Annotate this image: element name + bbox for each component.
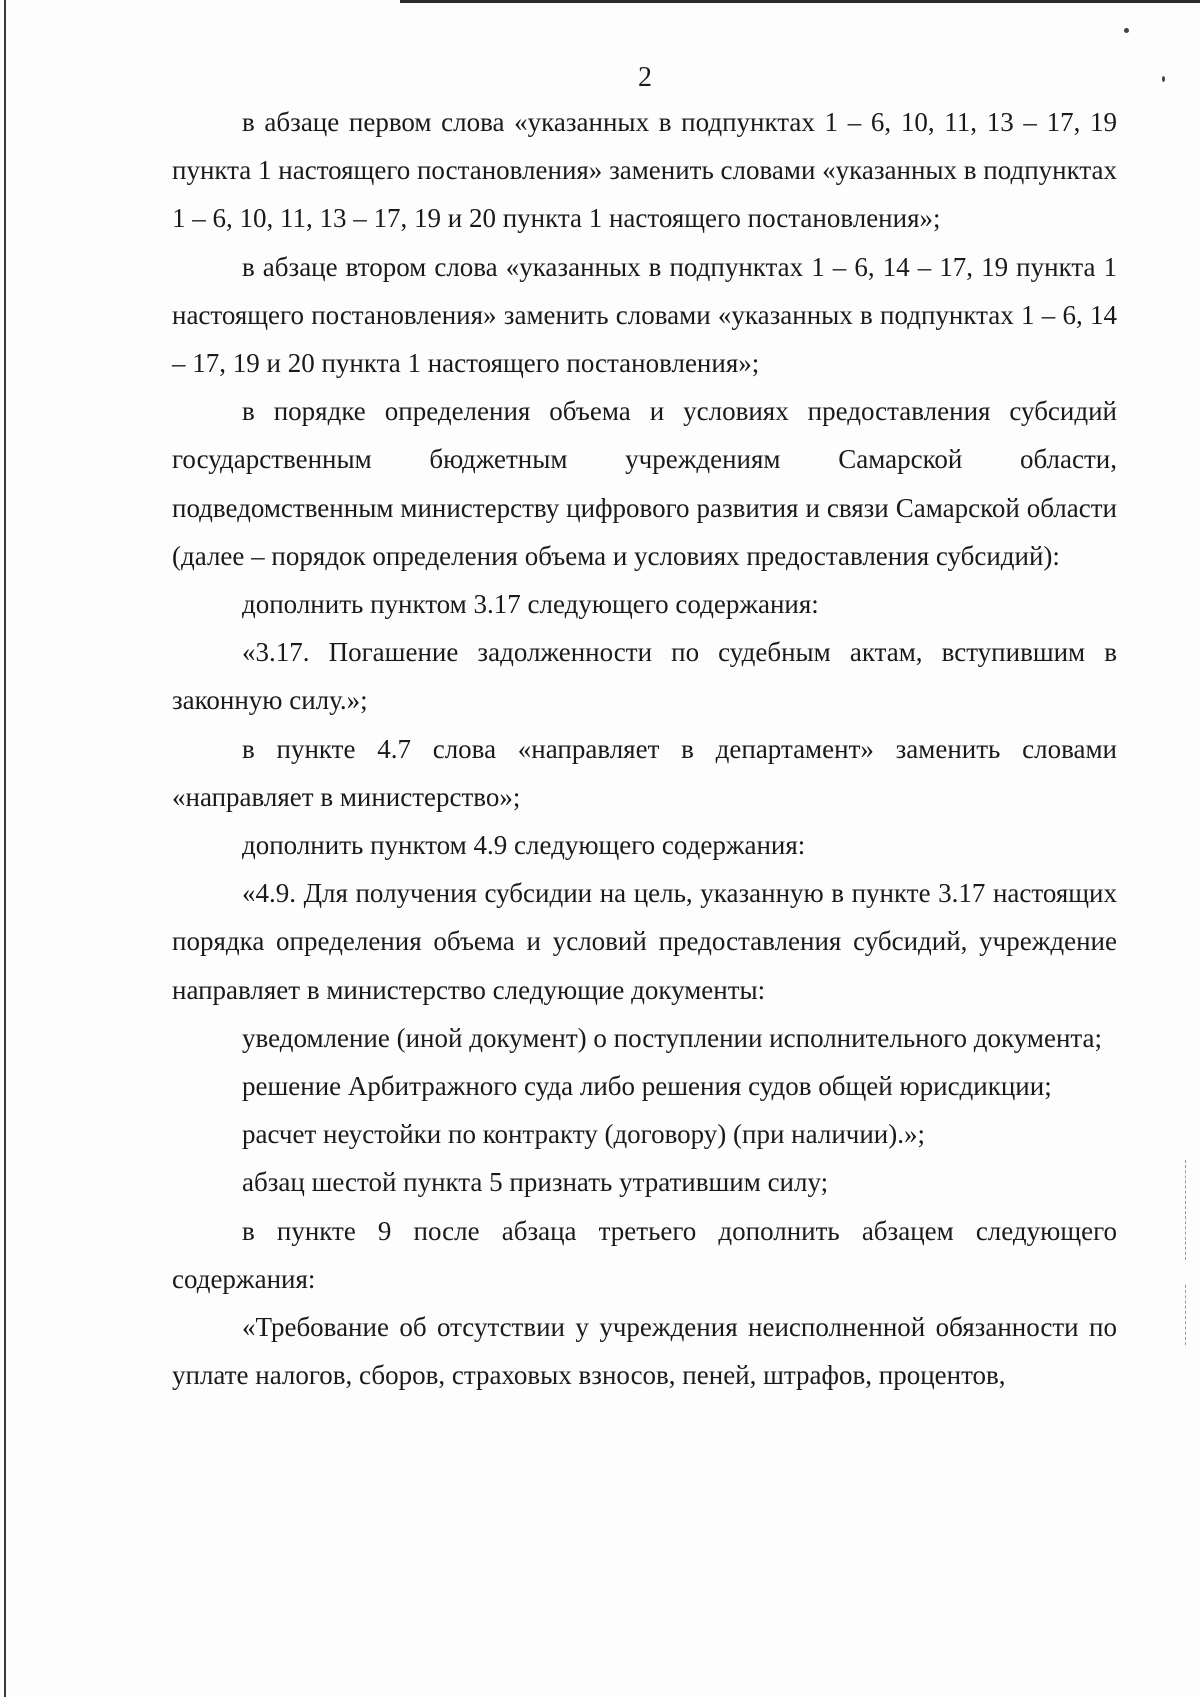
scan-speck xyxy=(1124,28,1129,33)
scan-dashed-mark xyxy=(1185,1160,1187,1260)
page-number: 2 xyxy=(638,62,652,93)
paragraph: в пункте 9 после абзаца третьего дополнить абзацем следующего содержания: xyxy=(172,1215,1117,1294)
paragraph: «Требование об отсутствии у учреждения неисполненной обязанности по уплате налогов, сборов, страховых взносов, пеней, штрафов, процентов, xyxy=(172,1312,1117,1391)
paragraph: расчет неустойки по контракту (договору) (при наличии).»; xyxy=(242,1119,925,1150)
scan-left-border xyxy=(4,0,6,1697)
paragraph: «4.9. Для получения субсидии на цель, указанную в пункте 3.17 настоящих порядка определения объема и условий предоставления субсидий, учреждение направляет в министерство следующие документы: xyxy=(172,878,1117,1005)
scan-top-border xyxy=(400,0,1200,3)
scan-dashed-mark xyxy=(1185,1285,1187,1345)
paragraph: в абзаце первом слова «указанных в подпунктах 1 – 6, 10, 11, 13 – 17, 19 пункта 1 настоящего постановления» заменить словами «указанных в подпунктах 1 – 6, 10, 11, 13 – 17, 19 и 20 пункта 1 настоящего постановления»; xyxy=(172,107,1117,234)
paragraph: в порядке определения объема и условиях предоставления субсидий государственным бюджетным учреждениям Самарской области, подведомственным министерству цифрового развития и связи Самарской области (далее – порядок определения объема и условиях предоставления субсидий): xyxy=(172,396,1117,571)
paragraph: в абзаце втором слова «указанных в подпунктах 1 – 6, 14 – 17, 19 пункта 1 настоящего постановления» заменить словами «указанных в подпунктах 1 – 6, 14 – 17, 19 и 20 пункта 1 настоящего постановления»; xyxy=(172,251,1117,379)
paragraph: в пункте 4.7 слова «направляет в департамент» заменить словами «направляет в министерство»; xyxy=(172,733,1117,812)
document-body xyxy=(172,98,1117,1399)
paragraph: дополнить пунктом 4.9 следующего содержания: xyxy=(242,830,806,861)
paragraph: решение Арбитражного суда либо решения судов общей юрисдикции; xyxy=(242,1071,1052,1102)
paragraph: уведомление (иной документ) о поступлении исполнительного документа; xyxy=(242,1022,1103,1053)
paragraph: абзац шестой пункта 5 признать утратившим силу; xyxy=(242,1167,829,1198)
paragraph: дополнить пунктом 3.17 следующего содержания: xyxy=(242,589,819,620)
paragraph: «3.17. Погашение задолженности по судебным актам, вступившим в законную силу.»; xyxy=(172,637,1117,716)
